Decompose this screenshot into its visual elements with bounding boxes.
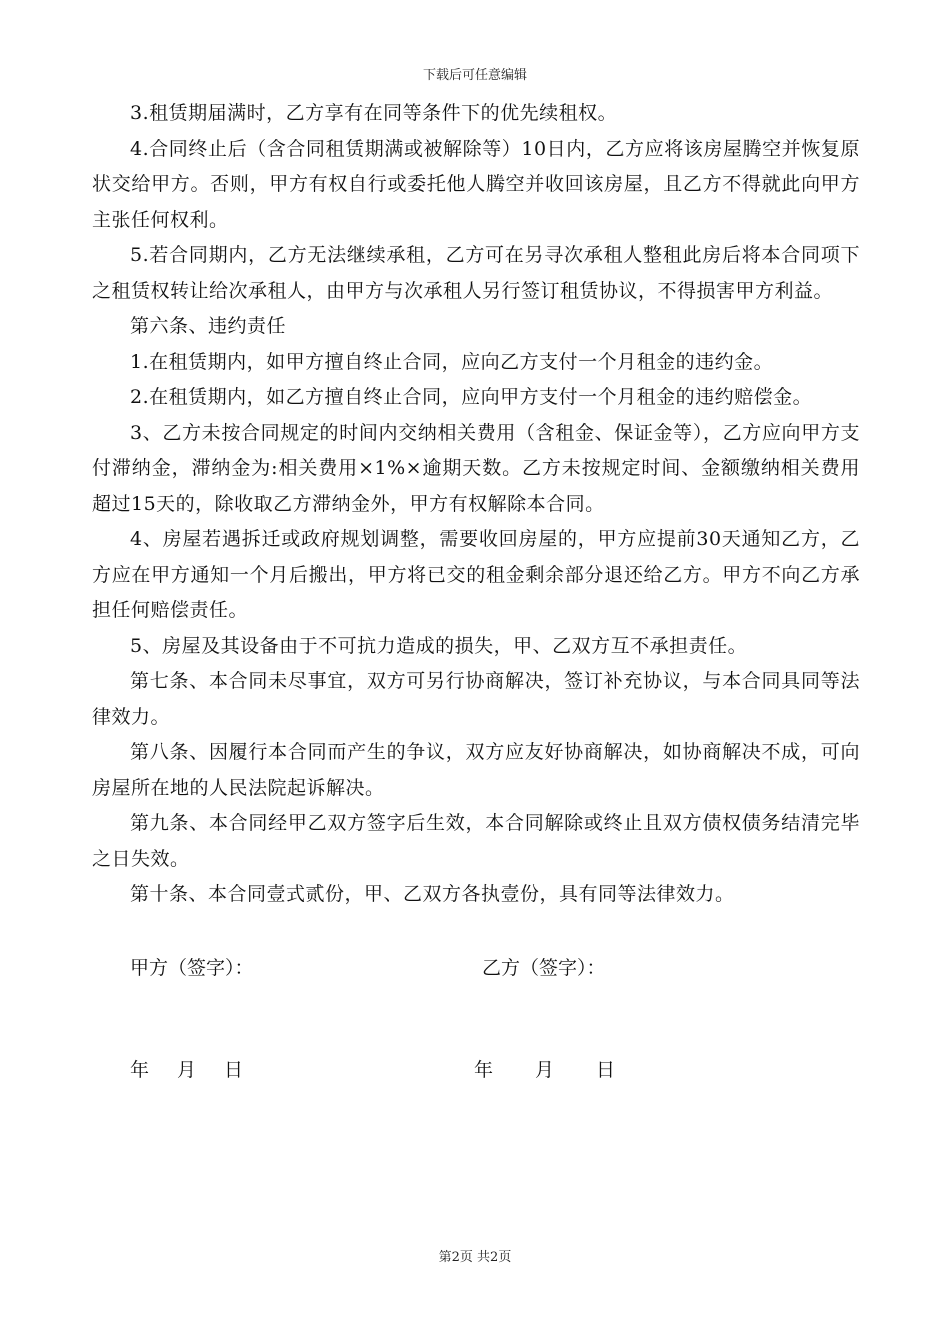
party-a-signature: 甲方（签字）： bbox=[130, 957, 254, 979]
party-a-date bbox=[130, 1055, 243, 1082]
clause-6-4: 4、房屋若遇拆迁或政府规划调整，需要收回房屋的，甲方应提前30天通知乙方，乙方应在甲方通知一个月后搬出，甲方将已交的租金剩余部分退还给乙方。甲方不向乙方承担任何赔偿责任。 bbox=[92, 528, 860, 621]
article-10: 第十条、本合同壹式贰份，甲、乙双方各执壹份，具有同等法律效力。 bbox=[130, 883, 735, 905]
article-6-heading: 第六条、违约责任 bbox=[130, 315, 287, 337]
clause-6-1: 1.在租赁期内，如甲方擅自终止合同，应向乙方支付一个月租金的违约金。 bbox=[130, 350, 774, 373]
party-b-signature: 乙方（签字）： bbox=[482, 957, 606, 979]
clause-5-3: 3.租赁期届满时，乙方享有在同等条件下的优先续租权。 bbox=[130, 102, 618, 124]
page-header: 下载后可任意编辑 bbox=[422, 68, 527, 83]
party-b-date bbox=[474, 1055, 615, 1082]
article-8: 第八条、因履行本合同而产生的争议，双方应友好协商解决，如协商解决不成，可向房屋所在地的人民法院起诉解决。 bbox=[92, 741, 860, 799]
page-footer: 第2页 共2页 bbox=[438, 1250, 512, 1265]
year-label: 年 bbox=[474, 1059, 494, 1081]
date-row bbox=[130, 1055, 750, 1085]
signature-row bbox=[130, 953, 750, 983]
month-label: 月 bbox=[535, 1059, 555, 1081]
article-7: 第七条、本合同未尽事宜，双方可另行协商解决，签订补充协议，与本合同具同等法律效力。 bbox=[92, 670, 860, 728]
clause-6-2: 2.在租赁期内，如乙方擅自终止合同，应向甲方支付一个月租金的违约赔偿金。 bbox=[130, 386, 813, 408]
clause-6-5: 5、房屋及其设备由于不可抗力造成的损失，甲、乙双方互不承担责任。 bbox=[130, 634, 748, 657]
year-label: 年 bbox=[130, 1059, 150, 1081]
document-body bbox=[92, 96, 860, 913]
article-9: 第九条、本合同经甲乙双方签字后生效，本合同解除或终止且双方债权债务结清完毕之日失效。 bbox=[92, 812, 860, 870]
day-label: 日 bbox=[596, 1059, 616, 1081]
clause-5-5: 5.若合同期内，乙方无法继续承租，乙方可在另寻次承租人整租此房后将本合同项下之租赁权转让给次承租人，由甲方与次承租人另行签订租赁协议，不得损害甲方利益。 bbox=[92, 244, 860, 302]
clause-5-4: 4.合同终止后（含合同租赁期满或被解除等）10日内，乙方应将该房屋腾空并恢复原状交给甲方。否则，甲方有权自行或委托他人腾空并收回该房屋，且乙方不得就此向甲方主张任何权利。 bbox=[92, 137, 860, 231]
month-label: 月 bbox=[177, 1059, 197, 1081]
clause-6-3: 3、乙方未按合同规定的时间内交纳相关费用（含租金、保证金等），乙方应向甲方支付滞纳金，滞纳金为:相关费用×1%×逾期天数。乙方未按规定时间、金额缴纳相关费用超过15天的，除收取乙方滞纳金外，甲方有权解除本合同。 bbox=[92, 421, 860, 515]
day-label: 日 bbox=[224, 1059, 244, 1081]
